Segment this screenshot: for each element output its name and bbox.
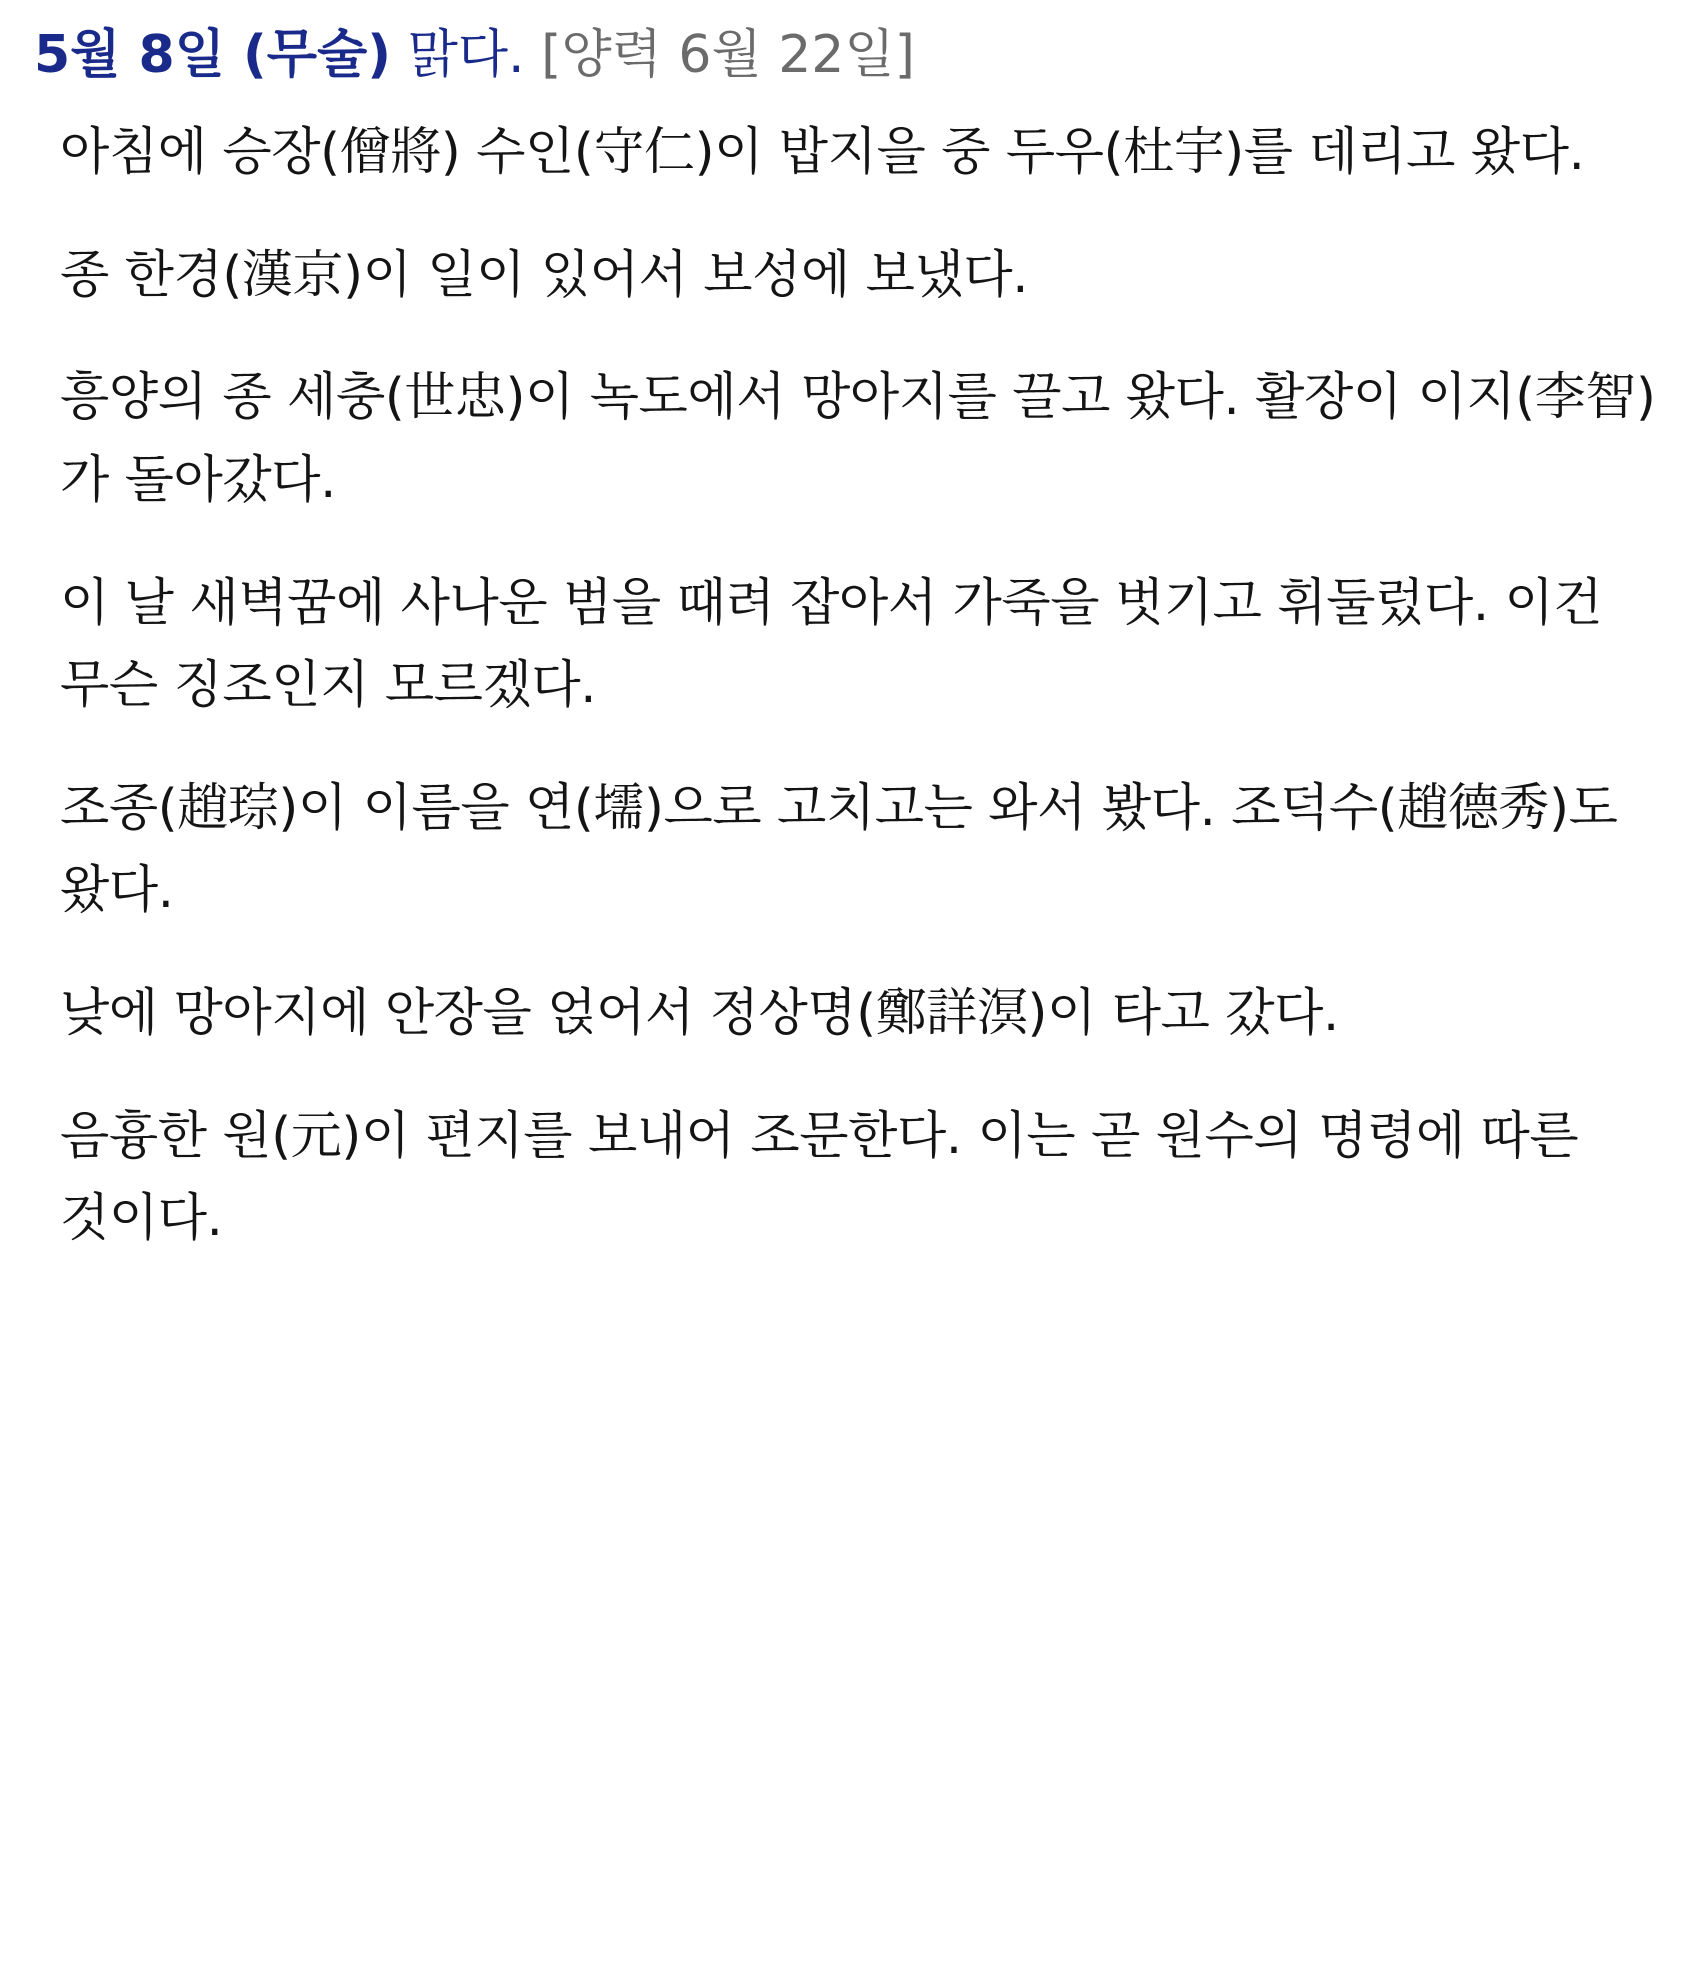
entry-body: [34, 112, 1669, 1261]
paragraph: 음흉한 원(元)이 편지를 보내어 조문한다. 이는 곧 원수의 명령에 따른 것이다.: [60, 1106, 1579, 1249]
paragraph: 낮에 망아지에 안장을 얹어서 정상명(鄭詳溟)이 타고 갔다.: [60, 984, 1339, 1044]
paragraph: 조종(趙琮)이 이름을 연(壖)으로 고치고는 와서 봤다. 조덕수(趙德秀)도 왔다.: [60, 778, 1618, 921]
paragraph: 종 한경(漢京)이 일이 있어서 보성에 보냈다.: [60, 245, 1029, 305]
paragraph: 흥양의 종 세충(世忠)이 녹도에서 망아지를 끌고 왔다. 활장이 이지(李智)가 돌아갔다.: [60, 368, 1656, 511]
entry-solar-date: [양력 6월 22일]: [541, 25, 915, 85]
entry-weather: 맑다.: [407, 25, 525, 85]
paragraph: 아침에 승장(僧將) 수인(守仁)이 밥지을 중 두우(杜宇)를 데리고 왔다.: [60, 123, 1585, 183]
paragraph: 이 날 새벽꿈에 사나운 범을 때려 잡아서 가죽을 벗기고 휘둘렀다. 이건 무슨 징조인지 모르겠다.: [60, 573, 1603, 716]
entry-lunar-date: 5월 8일 (무술): [34, 25, 392, 85]
entry-header: [34, 20, 1669, 90]
